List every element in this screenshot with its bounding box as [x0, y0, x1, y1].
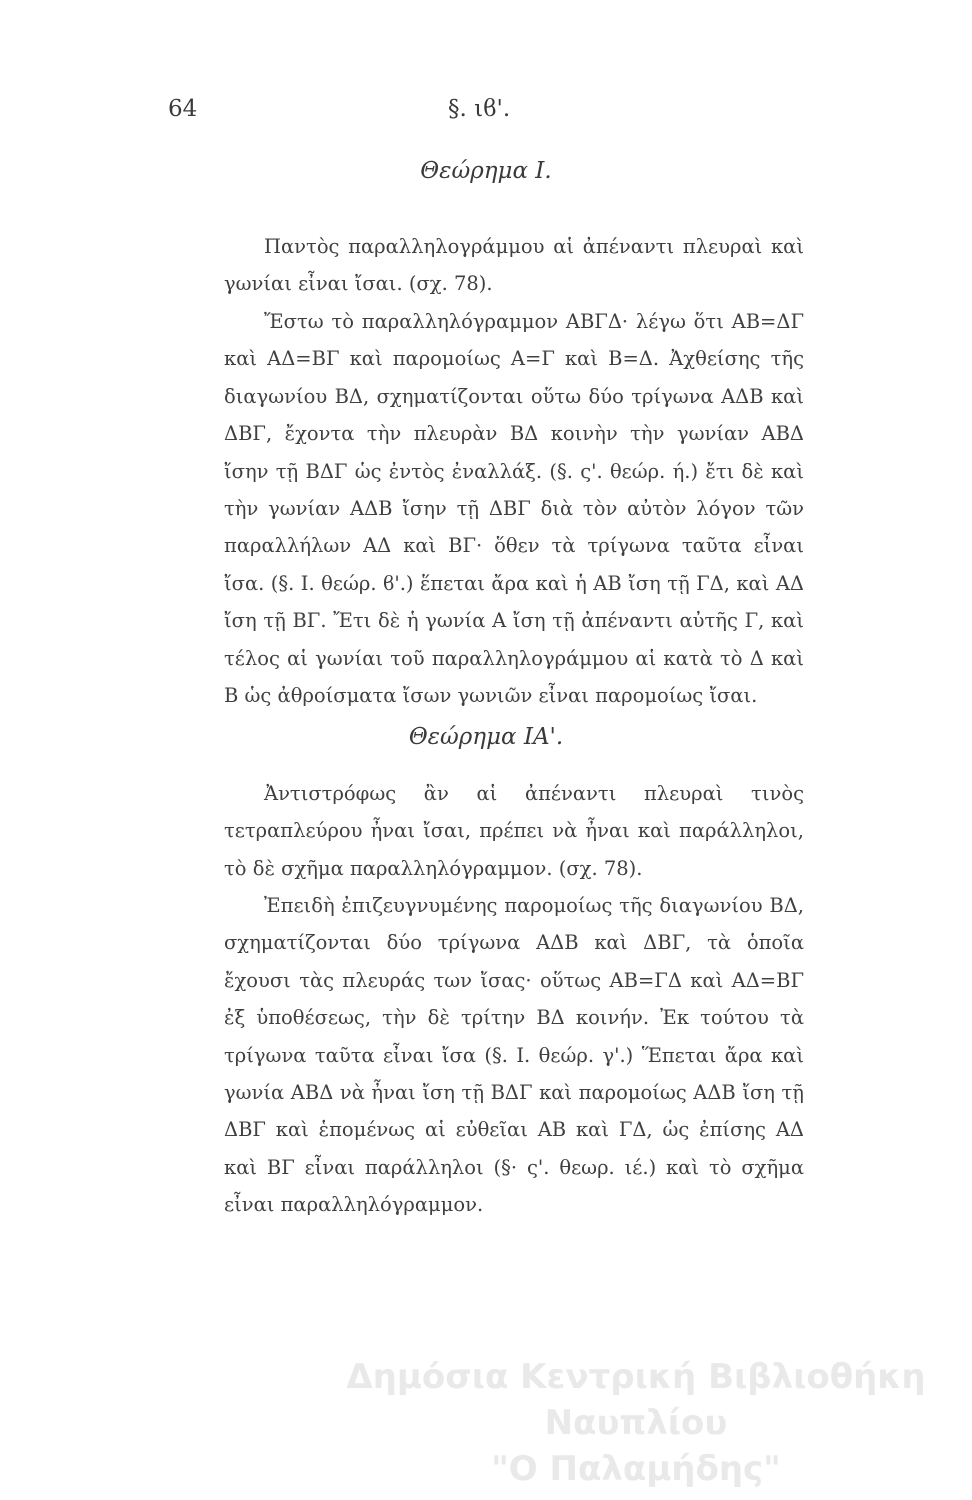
- theorem-11-statement: Ἀντιστρόφως ἂν αἱ ἀπέναντι πλευραὶ τινὸς τετραπλεύρου ἦναι ἴσαι, πρέπει νὰ ἦναι καὶ παράλληλοι, τὸ δὲ σχῆμα παραλληλόγραμμον. (σχ. 78).: [224, 782, 804, 880]
- theorem-11-proof: Ἐπειδὴ ἐπιζευγνυμένης παρομοίως τῆς διαγωνίου ΒΔ, σχηματίζονται δύο τρίγωνα ΑΔΒ καὶ ΔΒΓ, τὰ ὁποῖα ἔχουσι τὰς πλευράς των ἴσας· οὕτως ΑΒ=ΓΔ καὶ ΑΔ=ΒΓ ἐξ ὑποθέσεως, τὴν δὲ τρίτην ΒΔ κοινήν. Ἐκ τούτου τὰ τρίγωνα ταῦτα εἶναι ἴσα (§. Ι. θεώρ. γ'.) Ἕπεται ἄρα καὶ γωνία ΑΒΔ νὰ ἦναι ἴση τῇ ΒΔΓ καὶ παρομοίως ΑΔΒ ἴση τῇ ΔΒΓ καὶ ἑπομένως αἱ εὐθεῖαι ΑΒ καὶ ΓΔ, ὡς ἐπίσης ΑΔ καὶ ΒΓ εἶναι παράλληλοι (§· ς'. θεωρ. ιέ.) καὶ τὸ σχῆμα εἶναι παραλληλόγραμμον.: [224, 894, 804, 1217]
- theorem-10-title: Θεώρημα Ι.: [420, 158, 552, 184]
- library-watermark: [0, 1354, 972, 1492]
- theorem-10-statement: Παντὸς παραλληλογράμμου αἱ ἀπέναντι πλευραὶ καὶ γωνίαι εἶναι ἴσαι. (σχ. 78).: [224, 235, 804, 296]
- page-number: 64: [168, 96, 198, 122]
- theorem-11-title: Θεώρημα ΙΑ'.: [408, 724, 564, 750]
- theorem-10-proof: Ἔστω τὸ παραλληλόγραμμον ΑΒΓΔ· λέγω ὅτι ΑΒ=ΔΓ καὶ ΑΔ=ΒΓ καὶ παρομοίως Α=Γ καὶ Β=Δ. Ἀχθείσης τῆς διαγωνίου ΒΔ, σχηματίζονται οὕτω δύο τρίγωνα ΑΔΒ καὶ ΔΒΓ, ἔχοντα τὴν πλευρὰν ΒΔ κοινὴν τὴν γωνίαν ΑΒΔ ἴσην τῇ ΒΔΓ ὡς ἐντὸς ἐναλλάξ. (§. ς'. θεώρ. ή.) ἔτι δὲ καὶ τὴν γωνίαν ΑΔΒ ἴσην τῇ ΔΒΓ διὰ τὸν αὐτὸν λόγον τῶν παραλλήλων ΑΔ καὶ ΒΓ· ὅθεν τὰ τρίγωνα ταῦτα εἶναι ἴσα. (§. Ι. θεώρ. ϐ'.) ἕπεται ἄρα καὶ ἡ ΑΒ ἴση τῇ ΓΔ, καὶ ΑΔ ἴση τῇ ΒΓ. Ἔτι δὲ ἡ γωνία Α ἴση τῇ ἀπέναντι αὐτῆς Γ, καὶ τέλος αἱ γωνίαι τοῦ παραλληλογράμμου αἱ κατὰ τὸ Δ καὶ Β ὡς ἀθροίσματα ἴσων γωνιῶν εἶναι παρομοίως ἴσαι.: [224, 310, 804, 708]
- page-header: [0, 96, 972, 136]
- watermark-line-2: "Ο Παλαμήδης": [491, 1449, 781, 1489]
- watermark-line-1: Δημόσια Κεντρική Βιβλιοθήκη Ναυπλίου: [346, 1357, 926, 1443]
- section-heading: §. ιϐ'.: [448, 96, 511, 122]
